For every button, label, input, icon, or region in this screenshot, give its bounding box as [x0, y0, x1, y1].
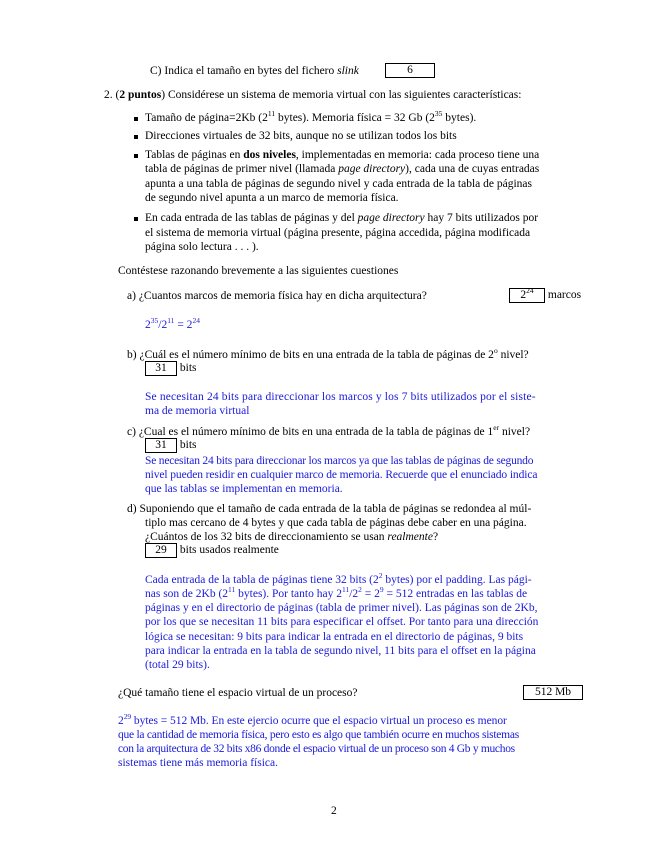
explanation-d-4: por los que se necesitan 11 bits para especificar el offset. Por tanto para una dirección — [145, 616, 539, 628]
answer-unit: bits — [179, 362, 197, 375]
question-d-line-2: tiplo mas cercano de 4 bytes y que cada tabla de páginas debe caber en una página. — [145, 517, 527, 529]
explanation-d-6: para indicar la entrada en la tabla de segundo nivel, 11 bits para el offset en la página — [145, 645, 536, 657]
text: En cada entrada de las tablas de páginas y del — [145, 212, 358, 224]
question-d-line-3: ¿Cuántos de los 32 bits de direccionamiento se usan realmente? — [145, 531, 439, 543]
bullet-4-line-2: el sistema de memoria virtual (página presente, página accedida, página modificada — [145, 227, 531, 239]
text: bytes). Memoria física = 32 Gb (2 — [275, 112, 435, 124]
answer-box-c — [145, 438, 197, 453]
explanation-d-5: lógica se necesitan: 9 bits para indicar la entrada en el directorio de páginas, 9 bits — [145, 631, 524, 643]
text: Direcciones virtuales de 32 bits, aunque no se utilizan todos los bits — [145, 130, 457, 142]
sup: 35 — [434, 109, 443, 118]
explanation-d-7: (total 29 bits). — [145, 659, 210, 671]
text: , implementadas en memoria: cada proceso tiene una — [295, 149, 540, 161]
answer-unit: marcos — [547, 289, 582, 302]
text-bold: dos niveles — [243, 149, 296, 161]
question-text: Indica el tamaño en bytes del fichero — [164, 65, 338, 77]
explanation-b-2: ma de memoria virtual — [145, 405, 250, 417]
explanation-d-3: páginas y en el directorio de páginas (tabla de primer nivel). Las páginas son de 2Kb, — [145, 602, 538, 614]
answer-box-d — [145, 543, 279, 558]
explanation-e-4: sistemas tiene más memoria física. — [118, 757, 278, 769]
question-label: d) — [127, 503, 137, 515]
question-label: a) — [127, 290, 136, 302]
question-intro: Considérese un sistema de memoria virtual con las siguientes características: — [167, 89, 522, 101]
bullet-3-line-1 — [145, 148, 539, 162]
text-em: page directory — [338, 163, 406, 175]
bullet-1 — [145, 111, 476, 125]
question-c: c) ¿Cual es el número mínimo de bits en una entrada de la tabla de páginas de 1er nivel? — [127, 423, 531, 438]
answer-a-work: $2^{35}/2^{11} = 2^{24}$ — [145, 316, 200, 331]
text: hay 7 bits utilizados por — [424, 212, 539, 224]
answer-box-slink — [385, 63, 435, 78]
answer-value: 29 — [145, 543, 177, 558]
text: bytes). — [442, 112, 477, 124]
answer-value: 6 — [385, 63, 435, 78]
bullet-3-line-2 — [145, 162, 539, 176]
text: Tamaño de página=2Kb (2 — [145, 112, 268, 124]
text: ), cada una de cuyas entradas — [405, 163, 540, 175]
explanation-e-2: que la cantidad de memoria física, pero esto es algo que también ocurre en muchos sistemas — [118, 729, 519, 741]
explanation-c-3: que las tablas se implementan en memoria. — [145, 483, 343, 495]
question-e: ¿Qué tamaño tiene el espacio virtual de un proceso? — [118, 687, 358, 699]
question-text: ¿Cuantos marcos de memoria física hay en dicha arquitectura? — [138, 290, 427, 302]
answer-box-e — [523, 685, 583, 700]
question-d-line-1 — [127, 502, 531, 516]
bullet-3-line-4: de segundo nivel apunta a un marco de memoria física. — [145, 192, 399, 204]
text: tabla de páginas de primer nivel (llamada — [145, 163, 339, 175]
question-text: ¿Cual es el número mínimo de bits en una entrada de la tabla de páginas de 1 — [138, 426, 494, 438]
question-label: c) — [127, 426, 136, 438]
page-number: 2 — [331, 805, 337, 817]
bullet-4-line-1 — [145, 211, 538, 225]
text-em: page directory — [357, 212, 425, 224]
explanation-d-2: nas son de 2Kb ($2^{11}$ bytes). Por tanto hay $2^{11}/2^2 = 2^9 = 512$ entradas en las tablas de — [145, 585, 528, 600]
answer-value: 31 — [145, 361, 177, 376]
question-b: b) ¿Cuál es el número mínimo de bits en una entrada de la tabla de páginas de 2$^o$ nivel? — [127, 346, 529, 361]
question-label: C) — [150, 65, 162, 77]
answer-value: 512 Mb — [523, 685, 583, 700]
bullet-3-line-3: apunta a una tabla de páginas de segundo nivel y cada entrada de la tabla de páginas — [145, 178, 533, 190]
bullet-marker — [134, 135, 138, 139]
sup: 11 — [267, 109, 276, 118]
answer-box-a — [509, 288, 581, 303]
question-text: ¿Cuál es el número mínimo de bits en una entrada de la tabla de páginas de 2 — [139, 349, 494, 361]
answer-value: 31 — [145, 438, 177, 453]
text: Tablas de páginas en — [145, 149, 244, 161]
answer-unit: bits — [179, 439, 197, 452]
instructions: Contéstese razonando brevemente a las siguientes cuestiones — [118, 265, 399, 277]
answer-box-b — [145, 361, 197, 376]
question-a — [127, 289, 427, 303]
question-label: b) — [127, 349, 137, 361]
explanation-d-1: Cada entrada de la tabla de páginas tiene 32 bits ($2^2$ bytes) por el padding. Las pági- — [145, 571, 532, 586]
answer-value: $2^{24}$ — [509, 288, 545, 303]
bullet-2 — [145, 129, 457, 143]
explanation-c-1: Se necesitan 24 bits para direccionar los marcos ya que las tablas de páginas de segundo — [145, 455, 534, 467]
bullet-4-line-3: página solo lectura . . . ). — [145, 241, 259, 253]
bullet-marker — [134, 217, 138, 221]
bullet-marker — [134, 154, 138, 158]
question-text: Suponiendo que el tamaño de cada entrada de la tabla de páginas se redondea al múl- — [139, 503, 532, 515]
explanation-c-2: nivel pueden residir en cualquier marco de memoria. Recuerde que el enunciado indica — [145, 469, 538, 481]
explanation-e-3: con la arquitectura de 32 bits x86 donde el espacio virtual de un proceso son 4 Gb y muchos — [118, 743, 515, 755]
question-number: 2. — [104, 89, 113, 101]
question-2-header: 2. (2 puntos) Considérese un sistema de memoria virtual con las siguientes características: — [104, 89, 522, 101]
question-points: 2 puntos — [119, 89, 162, 101]
bullet-marker — [134, 117, 138, 121]
explanation-e-1: $2^{29}$ bytes = 512 Mb. En este ejercio ocurre que el espacio virtual un proceso es menor — [118, 712, 507, 727]
question-c-prev — [150, 64, 359, 78]
answer-unit: bits usados realmente — [179, 544, 279, 557]
explanation-b-1: Se necesitan 24 bits para direccionar los marcos y los 7 bits utilizados por el siste- — [145, 391, 536, 403]
question-text-em: slink — [337, 65, 359, 77]
